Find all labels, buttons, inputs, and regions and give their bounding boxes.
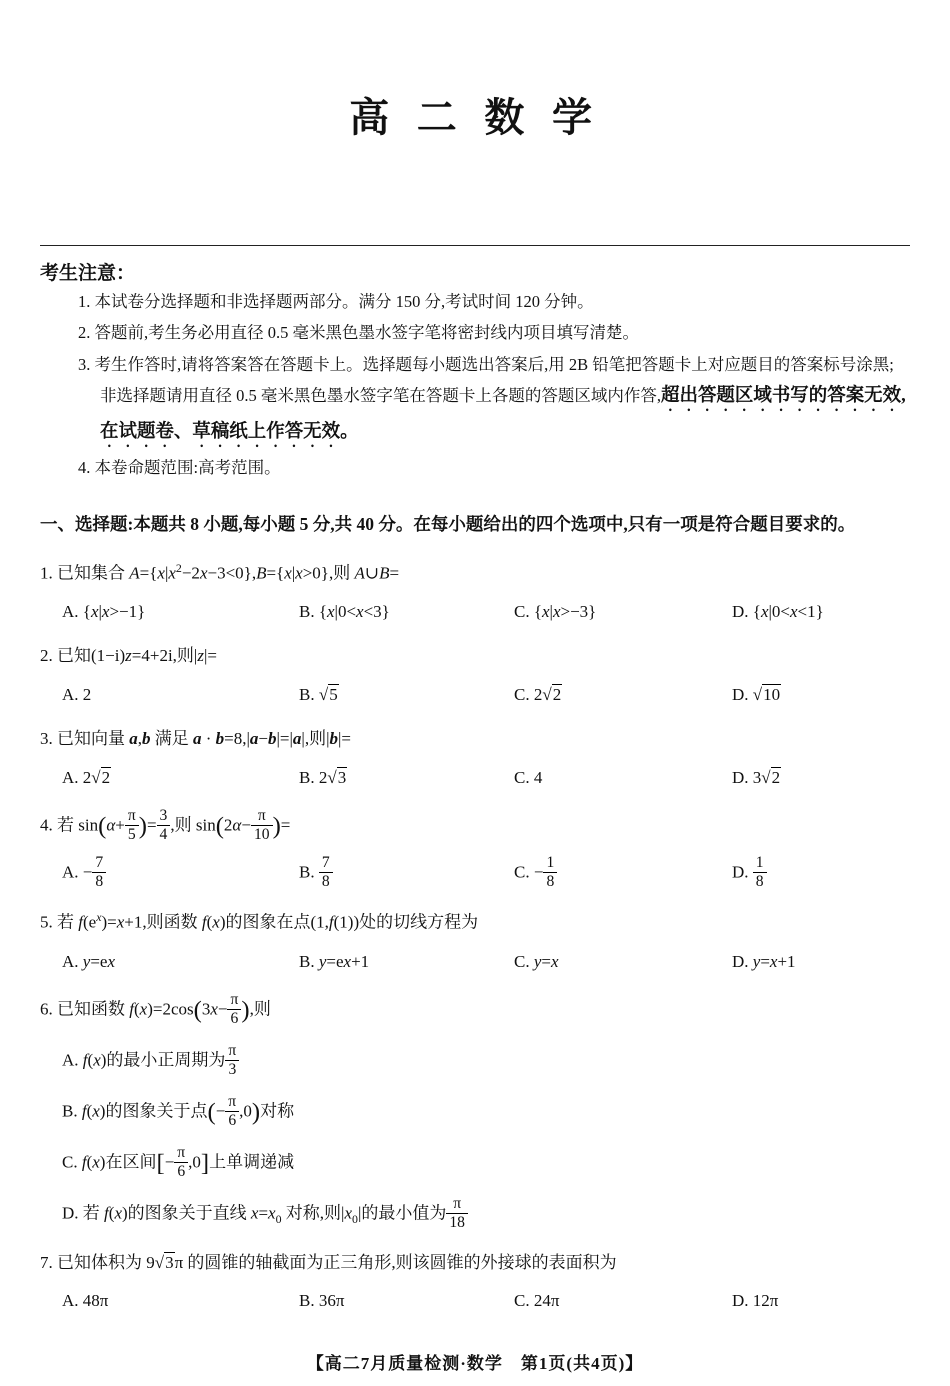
- option-a: A. 2: [62, 685, 92, 705]
- option-b: B. y=ex+1: [299, 951, 370, 971]
- option-b: B. $\frac{7}{8}$: [299, 854, 514, 891]
- option-d: D. 若 f(x)的图象关于直线 $x=x_0$ 对称,则$|x_0|$的最小值为 $\frac{\pi}{18}$: [62, 1195, 910, 1232]
- option-c: C. 24π: [514, 1291, 560, 1311]
- option-c: C. y=x: [514, 951, 559, 971]
- question-stem: 5. 若 $f(e^x)=x+1$,则函数 f(x)的图象在点(1,f(1))处的切线方程为: [40, 910, 479, 932]
- notice-item: 1. 本试卷分选择题和非选择题两部分。满分 150 分,考试时间 120 分钟。: [78, 292, 594, 311]
- question: [40, 807, 910, 891]
- option-c: C. − $\frac{1}{8}$: [514, 854, 732, 891]
- option-a: A. f(x)的最小正周期为 $\frac{\pi}{3}$: [62, 1042, 910, 1079]
- option-a: A. {x|x>−1}: [62, 602, 146, 622]
- option-b: B. √5: [299, 685, 338, 705]
- question: [40, 558, 910, 626]
- question-options: [40, 854, 910, 891]
- option-b: B. f(x)的图象关于点(− $\frac{\pi}{6}$ ,0)对称: [62, 1092, 295, 1129]
- question-options: [40, 681, 910, 708]
- option-a: A. − $\frac{7}{8}$: [62, 854, 299, 891]
- question-options: [40, 764, 910, 791]
- question-options: [40, 948, 910, 975]
- question-stem: 1. 已知集合 $A=\{x|x^2-2x-3<0\},B=\{x|x>0\}$,则 A∪B=: [40, 560, 400, 583]
- option-b: B. 36π: [299, 1291, 345, 1311]
- option-a: A. 48π: [62, 1291, 109, 1311]
- option-d: D. y=x+1: [732, 951, 796, 971]
- question: [40, 1248, 910, 1315]
- question-stem: 7. 已知体积为 9√3π 的圆锥的轴截面为正三角形,则该圆锥的外接球的表面积为: [40, 1252, 617, 1272]
- question: [40, 991, 910, 1232]
- question-stem: 3. 已知向量 a,b 满足 a · b=8,|a−b|=|a|,则|b|=: [40, 729, 351, 749]
- question-stem: 4. 若 sin(α+ $\frac{\pi}{5}$ )= $\frac{3}{4}$ ,则 sin(2α− $\frac{\pi}{10}$ )=: [40, 807, 291, 844]
- notice-item: 4. 本卷命题范围:高考范围。: [78, 458, 281, 478]
- divider: [40, 245, 910, 246]
- option-d: D. {x|0<x<1}: [732, 602, 824, 622]
- question-options: [40, 1287, 910, 1314]
- notice-heading: 考生注意：: [40, 263, 136, 284]
- question-stem: 6. 已知函数 f(x)=2cos(3x− $\frac{\pi}{6}$ ),则: [40, 990, 271, 1027]
- section-heading: 一、选择题:本题共 8 小题,每小题 5 分,共 40 分。在每小题给出的四个选项中,只有一项是符合题目要求的。: [40, 514, 856, 535]
- question: [40, 724, 910, 791]
- option-a: A. 2√2: [62, 767, 111, 787]
- option-d: D. √10: [732, 685, 781, 705]
- notice-item: 2. 答题前,考生务必用直径 0.5 毫米黑色墨水签字笔将密封线内项目填写清楚。: [78, 323, 639, 343]
- option-c: C. f(x)在区间[− $\frac{\pi}{6}$ ,0]上单调递减: [62, 1143, 295, 1180]
- page-title: 高 二 数 学: [349, 95, 601, 140]
- option-c: C. {x|x>−3}: [514, 602, 597, 622]
- option-d: D. $\frac{1}{8}$: [732, 854, 910, 891]
- option-d: D. 3√2: [732, 767, 781, 787]
- option-c: C. 4: [514, 767, 543, 787]
- question-stem: 2. 已知(1−i)z=4+2i,则|z|=: [40, 646, 217, 666]
- question-options: [40, 598, 910, 625]
- page-footer: 【高二7月质量检测·数学 第1页(共4页)】: [306, 1354, 644, 1373]
- notice-item: 3. 考生作答时,请将答案答在答题卡上。选择题每小题选出答案后,用 2B 铅笔把答题卡上对应题目的答案标号涂黑;非选择题请用直径 0.5 毫米黑色墨水签字笔在答题卡上各题的答题区域内作答,超出答题区域书写的答案无效,在试题卷、草稿纸上作答无效。: [78, 354, 906, 442]
- option-a: A. y=ex: [62, 951, 116, 971]
- question: [40, 641, 910, 708]
- option-d: D. 12π: [732, 1291, 779, 1311]
- option-b: B. 2√3: [299, 767, 347, 787]
- option-c: C. 2√2: [514, 685, 562, 705]
- question: [40, 907, 910, 975]
- option-b: B. {x|0<x<3}: [299, 602, 390, 622]
